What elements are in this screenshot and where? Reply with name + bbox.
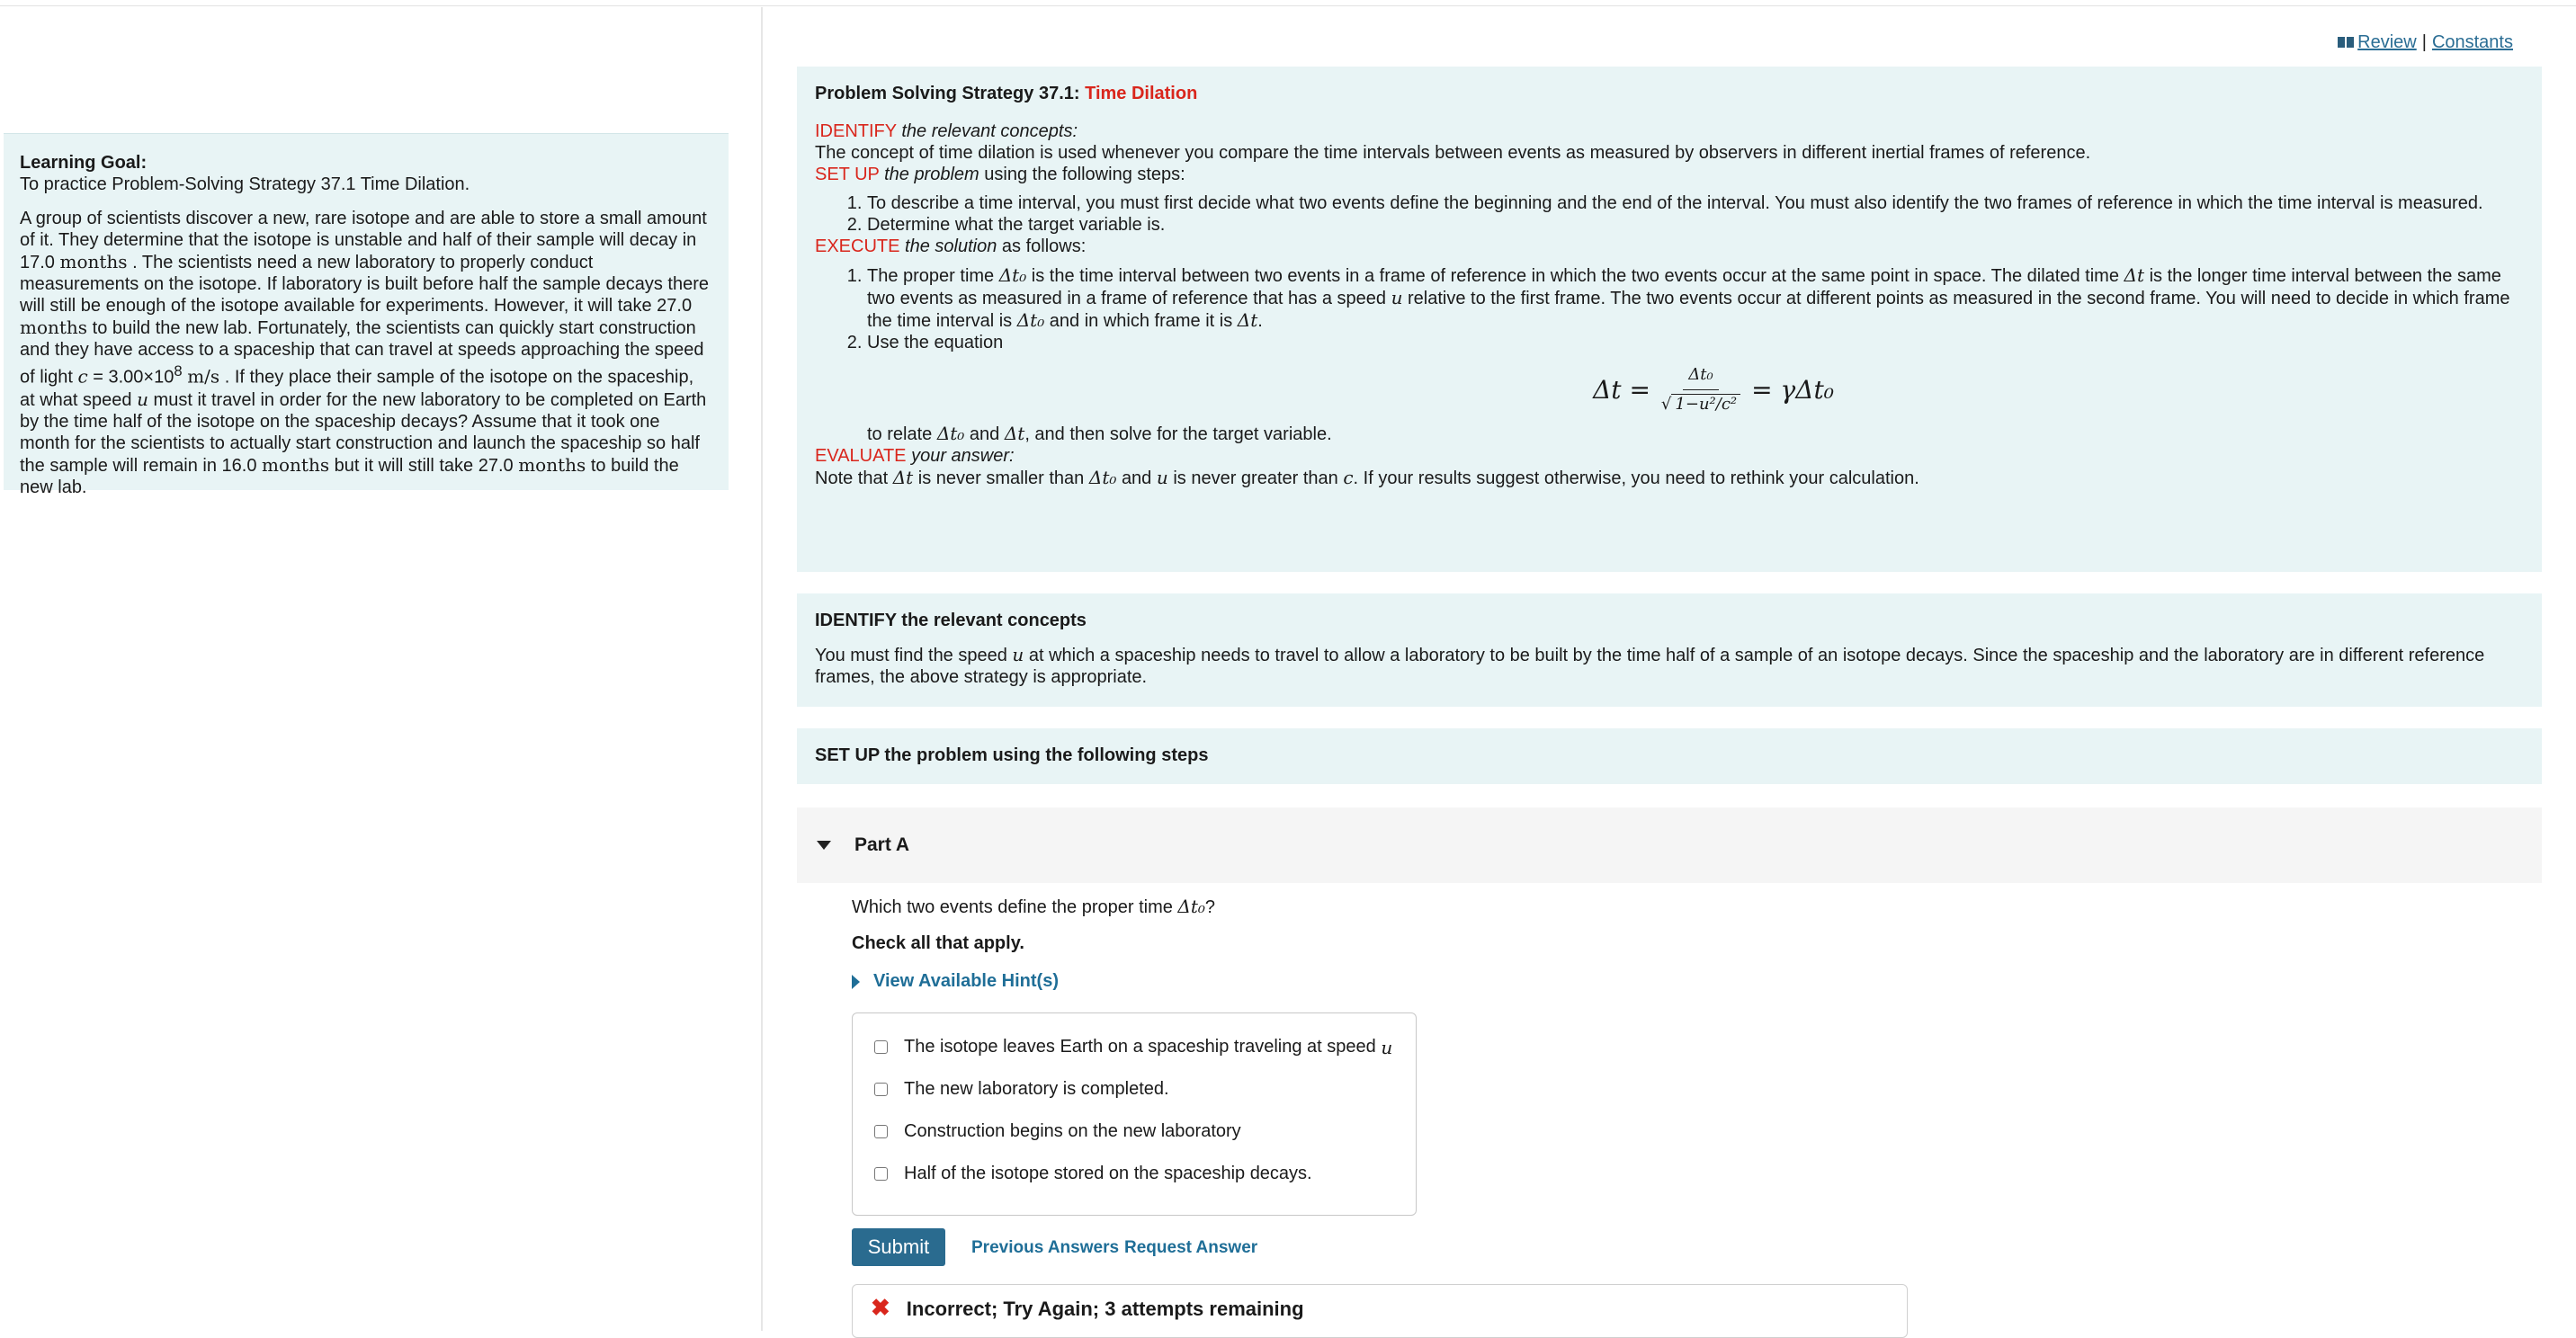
exec1-e: and in which frame it is <box>1049 311 1233 331</box>
eval-c: and <box>1121 468 1152 488</box>
execute-heading <box>815 236 2524 257</box>
execute-rest: as follows: <box>1001 236 1087 256</box>
constants-link[interactable]: Constants <box>2431 32 2513 52</box>
feedback-box <box>852 1284 1908 1338</box>
formula-rhs: = γΔt₀ <box>1751 374 1834 405</box>
review-label: Review <box>2357 32 2417 52</box>
feedback-text: Incorrect; Try Again; 3 attempts remaining <box>906 1298 1304 1320</box>
book-icon <box>2338 36 2354 49</box>
speed-of-light-symbol: c <box>77 365 88 388</box>
strategy-box <box>797 67 2542 572</box>
choice-2[interactable] <box>874 1068 1416 1111</box>
problem-statement <box>20 208 712 498</box>
checkbox[interactable] <box>874 1040 888 1054</box>
execute-keyword: EXECUTE <box>815 236 900 256</box>
formula-denominator: √ 1−u²/c² <box>1661 390 1740 415</box>
unit-months-4: months <box>518 453 586 476</box>
u-symbol: u <box>1012 644 1024 665</box>
speed-unit: m/s <box>187 365 220 388</box>
dt0-symbol: Δt₀ <box>1088 467 1117 488</box>
evaluate-italic: your answer: <box>911 446 1015 466</box>
problem-text-1: A group of scientists discover a new, rare isotope and are able to store a small amount of it. They determine that the isotope is unstable and half of their sample will decay in 17.0 <box>20 209 707 272</box>
view-hints-label: View Available Hint(s) <box>873 971 1059 991</box>
exec1-c: is the longer time interval between the same two events as measured in a frame of reference that has a speed <box>867 266 2501 308</box>
exec1-d: relative to the first frame. The two events occur at different points as measured in the second frame. You will need to decide in which frame the time interval is <box>867 289 2510 331</box>
identify-keyword: IDENTIFY <box>815 121 897 141</box>
view-hints-toggle[interactable] <box>852 971 1059 992</box>
setup-box[interactable] <box>797 728 2542 784</box>
c-symbol: c <box>1343 467 1354 488</box>
relate-a: to relate <box>867 424 933 444</box>
eval-a: Note that <box>815 468 889 488</box>
formula-lhs: Δt = <box>1593 374 1650 405</box>
part-a-header[interactable] <box>797 807 2542 883</box>
time-dilation-formula <box>867 364 2524 415</box>
speed-of-light-value: = 3.00×10 <box>87 367 174 388</box>
problem-text-7: to build the new lab. <box>20 455 679 497</box>
dt0-symbol: Δt₀ <box>1016 309 1045 331</box>
setup-heading <box>815 164 2524 185</box>
choice-1[interactable] <box>874 1026 1416 1068</box>
top-border <box>0 0 2576 6</box>
learning-goal-label: Learning Goal: <box>20 153 148 173</box>
choice-3[interactable] <box>874 1111 1416 1153</box>
dt-symbol: Δt <box>1237 309 1258 331</box>
unit-months-2: months <box>20 317 88 338</box>
top-links <box>2338 32 2513 53</box>
learning-goal-text: To practice Problem-Solving Strategy 37.1 Time Dilation. <box>20 174 470 194</box>
choice-1-label: The isotope leaves Earth on a spaceship traveling at speed <box>904 1037 1376 1057</box>
unit-months-3: months <box>262 453 330 476</box>
answer-choices <box>852 1012 1417 1216</box>
exec1-f: . <box>1257 311 1263 331</box>
choice-3-label: Construction begins on the new laboratory <box>904 1121 1241 1141</box>
problem-text-4: . If they place their sample of the isotope on the spaceship, at what speed <box>20 367 694 410</box>
eval-d: is never greater than <box>1173 468 1338 488</box>
execute-steps <box>815 264 2524 445</box>
identify-italic: the relevant concepts: <box>901 121 1078 141</box>
chevron-down-icon <box>817 841 831 850</box>
exec1-a: The proper time <box>867 266 995 286</box>
setup-box-heading: SET UP the problem using the following steps <box>815 745 1209 765</box>
caret-right-icon <box>852 975 860 989</box>
identify-box <box>797 593 2542 707</box>
question-text <box>852 896 1215 918</box>
formula-numerator: Δt₀ <box>1683 364 1718 390</box>
speed-of-light-exponent: 8 <box>174 362 183 379</box>
link-separator: | <box>2421 32 2427 52</box>
identify-text-b: at which a spaceship needs to travel to allow a laboratory to be built by the time half of a sample of an isotope decays. Since the spaceship and the laboratory are in different reference frames, the above strategy is appropriate. <box>815 646 2485 687</box>
setup-step-1: 1. To describe a time interval, you must first decide what two events define the beginning and the end of the interval. You must also identify the two frames of reference in which the time interval is measured. <box>867 192 2524 214</box>
setup-rest: using the following steps: <box>984 165 1185 184</box>
relate-and: and <box>969 424 1000 444</box>
formula-sqrt-content: 1−u²/c² <box>1671 394 1740 414</box>
execute-step-1 <box>867 264 2524 332</box>
exec2-text: Use the equation <box>867 333 1004 352</box>
identify-heading <box>815 120 2524 142</box>
check-all-instruction: Check all that apply. <box>852 933 1024 953</box>
incorrect-icon: ✖ <box>871 1294 890 1321</box>
request-answer-link[interactable]: Request Answer <box>1124 1238 1258 1257</box>
identify-box-heading: IDENTIFY the relevant concepts <box>815 611 1087 630</box>
dt0-symbol: Δt₀ <box>998 264 1027 286</box>
choice-1-symbol: u <box>1381 1036 1393 1058</box>
eval-e: . If your results suggest otherwise, you need to rethink your calculation. <box>1353 468 1919 488</box>
review-link[interactable] <box>2338 32 2417 52</box>
choice-4-label: Half of the isotope stored on the spaceship decays. <box>904 1164 1312 1183</box>
question-end: ? <box>1204 897 1216 917</box>
question-main: Which two events define the proper time <box>852 897 1173 917</box>
choice-2-label: The new laboratory is completed. <box>904 1079 1169 1099</box>
eval-b: is never smaller than <box>917 468 1085 488</box>
strategy-title-name: Time Dilation <box>1085 84 1198 103</box>
formula-fraction <box>1661 364 1740 415</box>
identify-text-a: You must find the speed <box>815 646 1007 665</box>
dt-symbol: Δt <box>2124 264 2144 286</box>
part-a-label: Part A <box>854 834 910 855</box>
dt0-symbol: Δt₀ <box>936 423 965 444</box>
panel-divider <box>761 7 763 1331</box>
problem-text-5: must it travel in order for the new laboratory to be completed on Earth by the time half of the isotope on the spaceship decays? Assume that it took one month for the scientists to actually start construction and launch the spaceship so half the sample will remain in 16.0 <box>20 389 707 476</box>
dt-symbol: Δt <box>892 467 914 488</box>
checkbox[interactable] <box>874 1083 888 1096</box>
unit-months-1: months <box>59 251 128 272</box>
problem-text-6: but it will still take 27.0 <box>334 455 514 476</box>
speed-symbol: u <box>137 388 148 410</box>
strategy-title <box>815 83 2524 104</box>
setup-step-2: 2. Determine what the target variable is. <box>867 214 2524 236</box>
setup-keyword: SET UP <box>815 165 880 184</box>
evaluate-keyword: EVALUATE <box>815 446 907 466</box>
relate-b: , and then solve for the target variable. <box>1024 424 1332 444</box>
evaluate-heading <box>815 445 2524 467</box>
checkbox[interactable] <box>874 1125 888 1138</box>
exec1-b: is the time interval between two events in a frame of reference in which the two events occur at the same point in space. The dilated time <box>1031 266 2119 286</box>
setup-steps <box>815 192 2524 236</box>
previous-answers-link[interactable]: Previous Answers <box>971 1238 1120 1257</box>
question-symbol: Δt₀ <box>1177 896 1205 917</box>
checkbox[interactable] <box>874 1167 888 1181</box>
u-symbol: u <box>1156 467 1168 488</box>
submit-button[interactable]: Submit <box>852 1228 945 1266</box>
u-symbol: u <box>1391 287 1403 308</box>
identify-box-text <box>815 644 2524 688</box>
execute-italic: the solution <box>905 236 997 256</box>
problem-text-2: . The scientists need a new laboratory to properly conduct measurements on the isotope. If laboratory is built before half the sample decays there will still be enough of the isotope available for experiments. However, it will take 27.0 <box>20 253 709 316</box>
execute-step-2 <box>867 332 2524 445</box>
learning-goal-panel <box>4 133 729 497</box>
evaluate-text <box>815 467 2524 489</box>
identify-text: The concept of time dilation is used whenever you compare the time intervals between events as measured by observers in different inertial frames of reference. <box>815 143 2091 163</box>
problem-text-3: to build the new lab. Fortunately, the scientists can quickly start construction and they have access to a spaceship that can travel at speeds approaching the speed of light <box>20 318 704 388</box>
dt-symbol: Δt <box>1004 423 1025 444</box>
strategy-title-prefix: Problem Solving Strategy 37.1: <box>815 84 1080 103</box>
setup-italic: the problem <box>884 165 979 184</box>
choice-4[interactable] <box>874 1153 1416 1195</box>
